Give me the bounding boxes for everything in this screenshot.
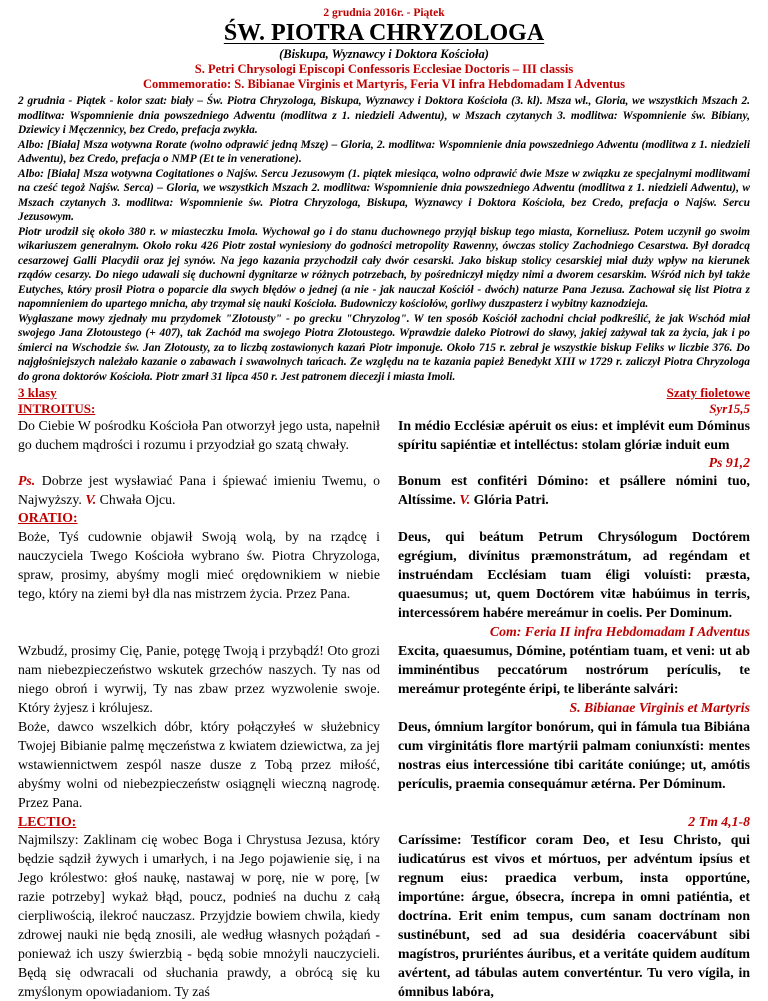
lectio-header — [18, 813, 750, 830]
psalm-body — [18, 471, 750, 509]
intro-paragraph: 2 grudnia - Piątek - kolor szat: biały – Św. Piotra Chryzologa, Biskupa, Wyznawcy i Doktora Kościoła (3. kl). Msza wł., Gloria, we wszystkich Mszach 2. modlitwa: Wspomnienie dnia powszedniego Adwentu (modlitwa z 1. niedzieli Adwentu), w Mszach czytanych 3. modlitwa: Wspomnienie św. Bibiany, Dziewicy i Męczennicy, bez Credo, prefacja zwykła. — [18, 95, 750, 136]
com1-polish: Wzbudź, prosimy Cię, Panie, potęgę Twoją i przybądź! Oto grozi nam niebezpieczeństwo wskutek grzechów naszych. Ty nas od niego obroń i wyrwij, Ty nas zbaw przez wyzwolenie swoje. Który żyjesz i królujesz. — [18, 643, 380, 715]
psalm-ref: Ps 91,2 — [708, 455, 750, 470]
intro-paragraph: Piotr urodził się około 380 r. w miasteczku Imola. Wychował go i do stanu duchownego przyjął biskup tego miasta, Korneliusz. Potem uczynił go swoim wikariuszem generalnym. Około roku 426 Piotr został wyniesiony do godności metropolity Rawenny, ówczas stolicy Zachodniego Cesarstwa. Był doradcą cesarzowej Galli Placydii oraz jej synów. Na jego kazania przychodził cały dwór cesarski. Jako biskup stolicy cesarskiej miał duży wpływ na kierunek rządów cesarzy. Do niego udawali się duchowni dygnitarze w różnych potrzebach, by pośredniczył między nimi a dworem cesarskim. Wśród nich był także Eutyches, który prosił Piotra o poparcie dla swych błędów o jednej (a nie - jak nauczał Kościół - dwóch) naturze Pana Jezusa. Zachował się list Piotra z napomnieniem do upartego mnicha, aby trzymał się nauki Kościoła. Budowniczy kościołów, gorliwy duszpasterz i wybitny kaznodzieja. — [18, 225, 750, 310]
vestment-color: Szaty fioletowe — [666, 385, 750, 400]
lectio-polish: Najmilszy: Zaklinam cię wobec Boga i Chrystusa Jezusa, który będzie sądził żywych i umarłych, i na Jego pojawienie się, i na Jego królestwo: głoś naukę, nastawaj w porę, nie w porę, [w razie potrzeby] wykaż błąd, poucz, podnieś na duchu z całą cierpliwością, ilekroć nauczasz. Przyjdzie bowiem chwila, kiedy zdrowej nauki nie będą znosili, ale według własnych pożądań - ponieważ ich uszy świerzbią - będą sobie mnożyli nauczycieli. Będą się odwracali od słuchania prawdy, a obrócą się ku zmyślonym opowiadaniom. Ty zaś — [18, 832, 380, 999]
page — [18, 6, 750, 1001]
intro-paragraph: Albo: [Biała] Msza wotywna Cogitationes o Najśw. Sercu Jezusowym (1. piątek miesiąca, wolno odprawić dwie Msze w związku ze specjalnymi modlitwami na cześć tegoż Najśw. Serca) – Gloria, we wszystkich Mszach 2. modlitwa: Wspomnienie dnia powszedniego Adwentu (modlitwa z 1. niedzieli Adwentu), w Mszach czytanych 3. modlitwa: Wspomnienie św. Piotra Chryzologa, Biskupa, Wyznawcy i Doktora Kościoła, bez Credo, prefacja o Najśw. Sercu Jezusowym. — [18, 167, 750, 223]
lectio-latin: Caríssime: Testíficor coram Deo, et Iesu Christo, qui iudicatúrus est vivos et mórtuos, per advéntum ipsíus et regnum eius: praedica verbum, insta opportúne, importúne: árgue, óbsecra, íncrepa in omni patiéntia, et doctrína. Erit enim tempus, cum sanam doctrínam non sustinébunt, sed ad sua desidéria coacervábunt sibi magístros, pruriéntes áuribus, et a veritáte quidem audítum avértent, ad tábulas autem converténtur. Tu vero vígila, in ómnibus labóra, — [398, 832, 750, 999]
psalm-polish — [18, 471, 380, 509]
class-row — [18, 385, 750, 400]
oratio-body — [18, 527, 750, 641]
commemoratio-bibiana-label: S. Bibianae Virginis et Martyris — [569, 700, 750, 715]
lectio-body — [18, 830, 750, 1001]
lectio-label: LECTIO: — [18, 814, 77, 829]
com1-body — [18, 641, 750, 717]
com2-polish: Boże, dawco wszelkich dóbr, który połączyłeś w służebnicy Twojej Bibianie palmę męczeństwa z kwiatem dziewictwa, za jej wstawiennictwem zespól nasze dusze z Tobą przez miłość, abyśmy wolni od niebezpieczeństw osiągnęli wieczną nagrodę. Przez Pana. — [18, 719, 380, 810]
com1-latin-text: Excita, quaesumus, Dómine, poténtiam tuam, et veni: ut ab imminéntibus peccatórum nostrórum perículis, te mereámur protegénte éripi, te liberánte salvári: — [398, 643, 750, 696]
page-date: 2 grudnia 2016r. - Piątek — [323, 7, 445, 19]
intro-paragraph: Albo: [Biała] Msza wotywna Rorate (wolno odprawić jedną Mszę) – Gloria, 2. modlitwa: Wspomnienie dnia powszedniego Adwentu (modlitwa z 1. niedzieli Adwentu), bez Credo, prefacja o NMP (Et te in veneratione). — [18, 138, 750, 165]
com2-body — [18, 717, 750, 812]
com2-latin: Deus, ómnium largítor bonórum, qui in fámula tua Bibiána cum virginitátis flore martýrii palmam coniunxísti: mentes nostras eius intercessióne tibi caritáte coniúnge; ut, amótis perículis, praemia consequámur ætérna. Per Dóminum. — [398, 719, 750, 791]
intro-paragraph: Wygłaszane mowy zjednały mu przydomek "Złotousty" - po grecku "Chryzolog". W ten sposób Kościół zachodni chciał podkreślić, że jak Wschód miał swojego Jana Złotoustego (+ 407), tak Zachód ma swojego Piotra Złotoustego. Wprawdzie daleko Piotrowi do sławy, jakiej zażywał tak za życia, jak i po śmierci na Wschodzie św. Jan Złotousty, za to liczbą zostawionych kazań Piotr imponuje. Około 715 r. zebrał je wszystkie biskup Feliks w liczbie 376. Do najgłośniejszych należało kazanie o zabawach i swawolnych tańcach. Ze względu na te kazania papież Benedykt XIII w 1729 r. zaliczył Piotra Chryzologa do grona doktorów Kościoła. Piotr zmarł 31 lipca 450 r. Jest patronem diecezji i miasta Imoli. — [18, 312, 750, 383]
introitus-label: INTROITUS: — [18, 401, 96, 416]
lectio-ref: 2 Tm 4,1-8 — [688, 814, 750, 829]
introitus-body — [18, 416, 750, 454]
feast-class: 3 klasy — [18, 385, 57, 400]
introitus-header — [18, 401, 750, 416]
com1-latin — [398, 641, 750, 717]
psalm-latin-text: Bonum est confitéri Dómino: et psállere nómini tuo, Altíssime. — [398, 473, 750, 507]
gloria-latin: Glória Patri. — [473, 492, 549, 507]
versicle-label: V. — [85, 492, 97, 507]
introitus-ref: Syr15,5 — [709, 401, 750, 416]
ps-label: Ps. — [18, 473, 36, 488]
page-subtitle: (Biskupa, Wyznawcy i Doktora Kościoła) — [279, 47, 489, 61]
oratio-polish: Boże, Tyś cudownie objawił Swoją wolą, by na rządcę i nauczyciela Twego Kościoła wybrano św. Piotra Chryzologa, spraw, prosimy, abyśmy mogli mieć orędownikiem w niebie tego, który na ziemi był dla nas mistrzem życia. Przez Pana. — [18, 529, 380, 601]
introitus-latin: In médio Ecclésiæ apéruit os eius: et implévit eum Dóminus spíritu sapiéntiæ et intelléctus: stolam glóriæ induit eum — [398, 418, 750, 452]
intro-text — [18, 94, 750, 384]
versicle-label-latin: V. — [459, 492, 471, 507]
oratio-latin-text: Deus, qui beátum Petrum Chrysólogum Doctórem egrégium, divínitus præmonstrátum, ad regéndam et instruéndam Ecclésiam tuam éligi voluísti: præsta, quaesumus; ut, quem Doctórem vitæ habúimus in terris, intercessórem habére mereámur in coelis. Per Dominum. — [398, 529, 750, 620]
psalm-polish-text: Dobrze jest wysławiać Pana i śpiewać imieniu Twemu, o Najwyższy. — [18, 473, 381, 507]
introitus-polish: Do Ciebie W pośrodku Kościoła Pan otworzył jego usta, napełnił go duchem mądrości i rozumu i przyodział go szatą chwały. — [18, 418, 380, 452]
page-title: ŚW. PIOTRA CHRYZOLOGA — [223, 20, 545, 46]
latin-feast-name: S. Petri Chrysologi Episcopi Confessoris Ecclesiae Doctoris – III classis — [194, 62, 574, 76]
gloria-polish: Chwała Ojcu. — [99, 492, 176, 507]
psalm-latin — [398, 471, 750, 509]
commemoratio-feria-label: Com: Feria II infra Hebdomadam I Adventus — [489, 624, 750, 639]
oratio-label: ORATIO: — [18, 510, 78, 525]
oratio-latin — [398, 527, 750, 641]
commemoratio-line: Commemoratio: S. Bibianae Virginis et Martyris, Feria VI infra Hebdomadam I Adventus — [142, 77, 626, 91]
